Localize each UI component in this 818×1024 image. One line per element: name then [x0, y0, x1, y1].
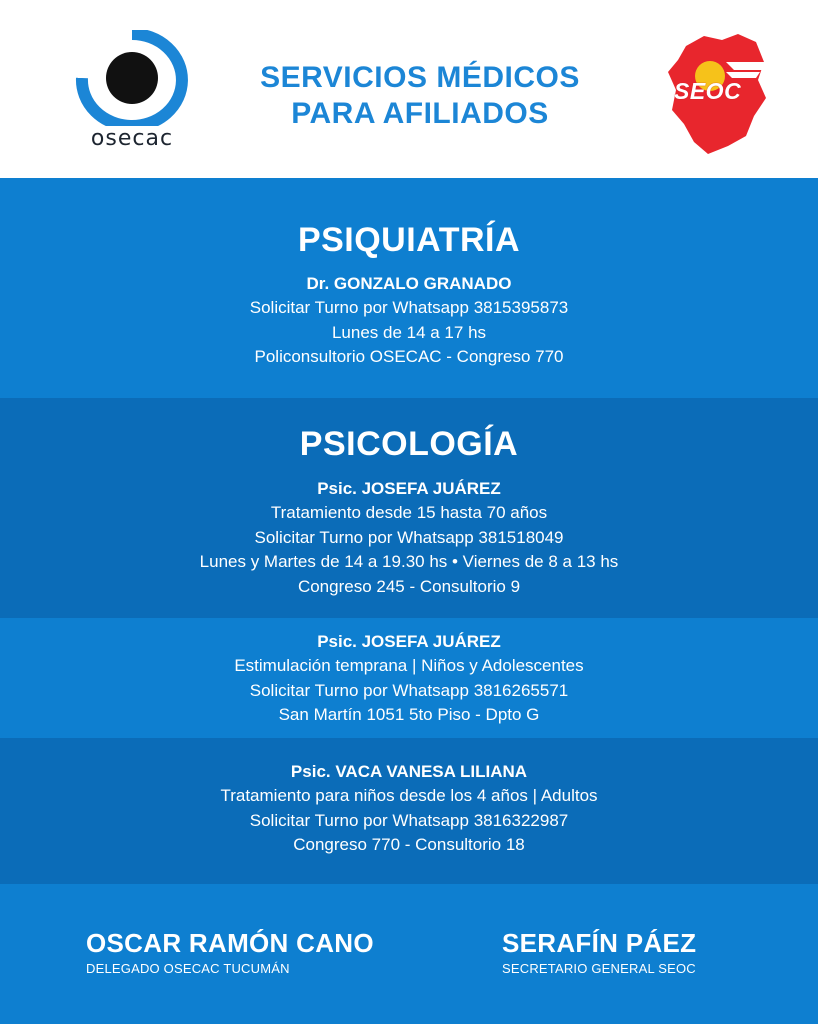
title-line-1: SERVICIOS MÉDICOS: [260, 61, 580, 94]
signature-left: [86, 928, 374, 978]
psicologia-2-whatsapp: Solicitar Turno por Whatsapp 3816265571: [249, 680, 569, 700]
title-line-2: PARA AFILIADOS: [291, 97, 549, 130]
psicologia-entry-2: [0, 618, 818, 738]
psiquiatria-section: [0, 178, 818, 398]
left-signatory-name: OSCAR RAMÓN CANO: [86, 928, 374, 958]
psicologia-3-treatment: Tratamiento para niños desde los 4 años | Adultos: [220, 786, 598, 805]
osecac-logo-text: osecac: [90, 126, 174, 151]
psicologia-1-address: Congreso 245 - Consultorio 9: [297, 576, 521, 596]
psicologia-doctor-2: Psic. JOSEFA JUÁREZ: [317, 632, 501, 651]
psiquiatria-title: PSIQUIATRÍA: [297, 221, 521, 259]
osecac-logo: [74, 30, 190, 150]
page-title: [210, 60, 630, 132]
psiquiatria-address: Policonsultorio OSECAC - Congreso 770: [254, 347, 564, 366]
psiquiatria-schedule: Lunes de 14 a 17 hs: [331, 322, 487, 342]
osecac-emblem-icon: [74, 30, 190, 126]
psicologia-doctor-1: Psic. JOSEFA JUÁREZ: [317, 479, 501, 498]
psicologia-entry-3: [0, 738, 818, 884]
right-signatory-role: SECRETARIO GENERAL SEOC: [502, 961, 696, 976]
psicologia-section: [0, 398, 818, 618]
seoc-logo-text: SEOC: [674, 78, 742, 104]
psicologia-3-address: Congreso 770 - Consultorio 18: [293, 835, 525, 854]
psiquiatria-doctor: Dr. GONZALO GRANADO: [306, 274, 512, 293]
psiquiatria-whatsapp: Solicitar Turno por Whatsapp 3815395873: [249, 298, 569, 317]
psicologia-1-schedule: Lunes y Martes de 14 a 19.30 hs • Viernes de 8 a 13 hs: [199, 552, 619, 571]
header: [0, 0, 818, 178]
seoc-logo: [664, 32, 772, 156]
left-signatory-role: DELEGADO OSECAC TUCUMÁN: [86, 961, 290, 976]
psicologia-title: PSICOLOGÍA: [299, 425, 519, 463]
footer: [0, 884, 818, 1024]
signature-right: [502, 928, 696, 978]
psicologia-2-address: San Martín 1051 5to Piso - Dpto G: [278, 705, 540, 724]
psicologia-1-whatsapp: Solicitar Turno por Whatsapp 381518049: [254, 527, 564, 547]
psicologia-3-whatsapp: Solicitar Turno por Whatsapp 3816322987: [249, 810, 569, 830]
psicologia-2-treatment: Estimulación temprana | Niños y Adolescentes: [234, 656, 584, 675]
psicologia-doctor-3: Psic. VACA VANESA LILIANA: [290, 762, 528, 781]
right-signatory-name: SERAFÍN PÁEZ: [502, 928, 697, 958]
psicologia-1-treatment: Tratamiento desde 15 hasta 70 años: [270, 503, 548, 522]
